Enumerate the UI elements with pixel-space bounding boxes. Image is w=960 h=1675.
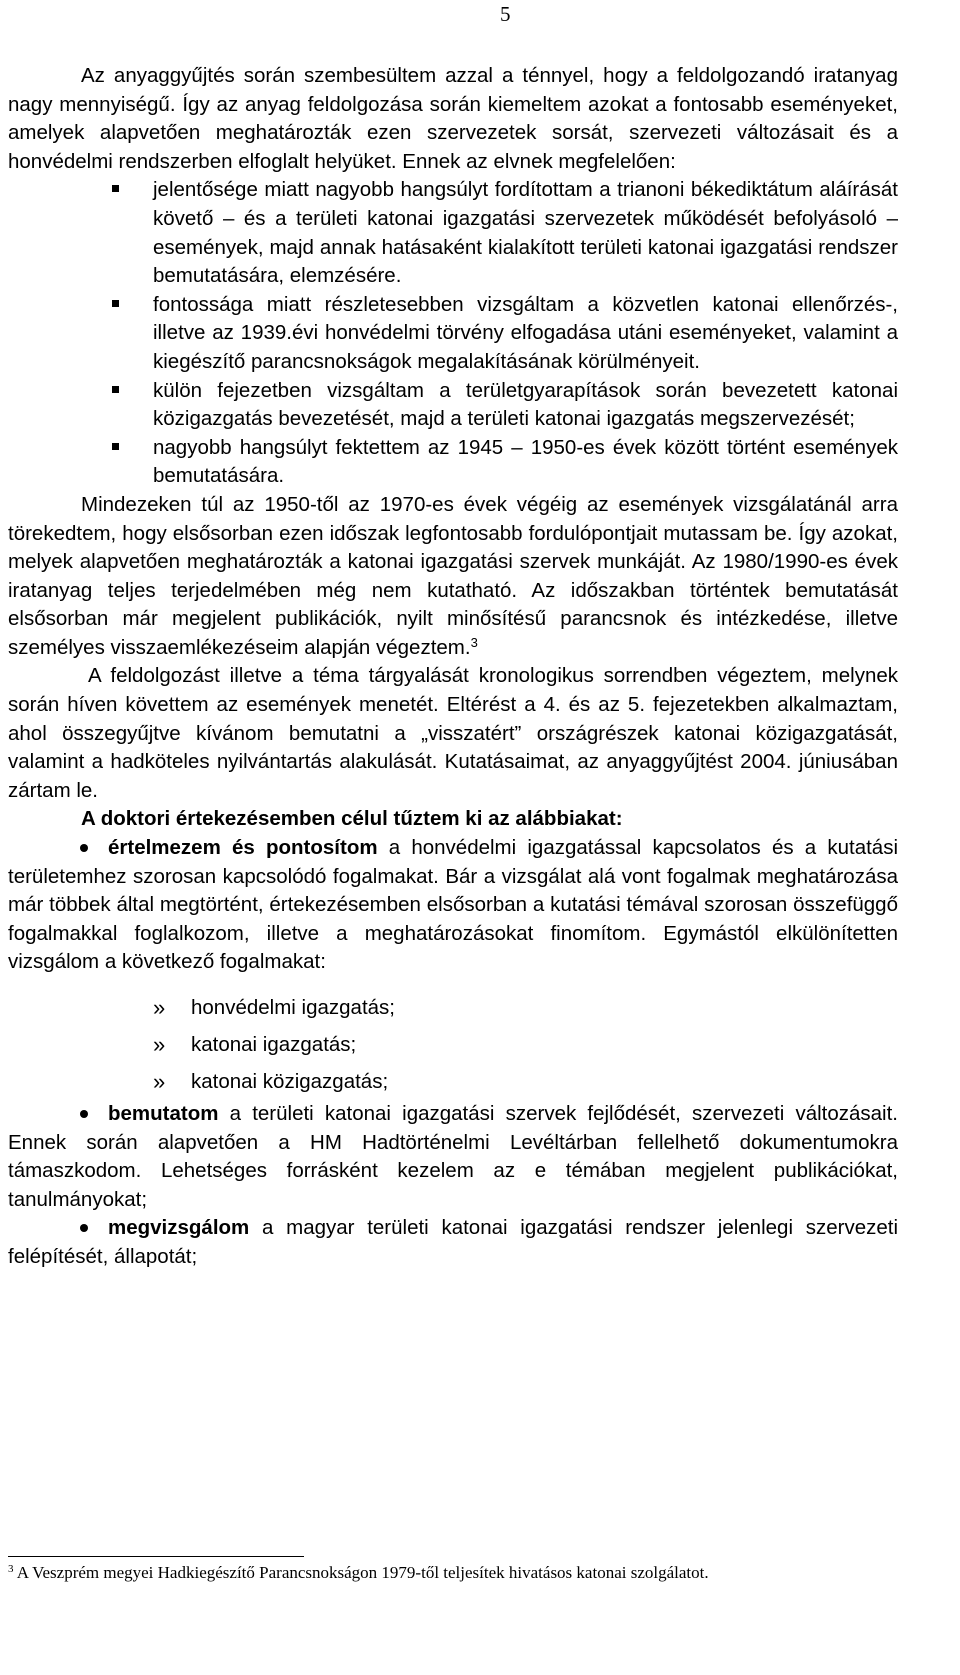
chevron-right-icon: » <box>153 995 166 1020</box>
goals-heading: A doktori értekezésemben célul tűztem ki az alábbiakat: <box>81 807 623 831</box>
paragraph-method: A feldolgozást illetve a téma tárgyalását kronologikus sorrendben végeztem, melynek során híven követtem az események menetét. Eltérést a 4. és az 5. fejezetekben alkalmaztam, ahol összegyűjtve kívánom bemutatni a „visszatért” országrészek katonai közigazgatását, valamint a hadköteles nyilvántartás alakulását. Kutatásaimat, az anyaggyűjtést 2004. júniusában zártam le. <box>8 664 898 802</box>
goal-bold: megvizsgálom <box>108 1216 250 1240</box>
term-item <box>8 989 898 1026</box>
goal-text: a honvédelmi igazgatással kapcsolatos és a kutatási területemhez szorosan kapcsolódó fogalmakat. Bár a vizsgálat alá vont fogalmak meghatározása már többek által megtörtént, értekezésemben elsősorban a kutatási témával szorosan összefüggő fogalmakkal foglalkozom, illetve a meghatározásokat finomítom. Egymástól elkülönítetten vizsgálom a következő fogalmakat: <box>8 836 899 974</box>
bullet-dot-icon <box>80 1224 88 1232</box>
term-item <box>8 1063 898 1100</box>
term-item <box>8 1026 898 1063</box>
goal-bold: bemutatom <box>108 1102 219 1125</box>
goal-bold: értelmezem és pontosítom <box>108 836 378 860</box>
footnote-reference[interactable]: 3 <box>470 634 478 650</box>
page-number: 5 <box>500 2 511 26</box>
term-label: katonai közigazgatás; <box>191 1070 389 1093</box>
list-item: fontossága miatt részletesebben vizsgáltam a közvetlen katonai ellenőrzés-, illetve az 1939.évi honvédelmi törvény elfogadása utáni eseményeket, valamint a kiegészítő parancsnokságok megalakításának körülményeit. <box>8 291 898 377</box>
footnote-text: A Veszprém megyei Hadkiegészítő Parancsnokságon 1979-től teljesítek hivatásos katonai szolgálatot. <box>13 1563 709 1582</box>
goal-item <box>8 1100 898 1214</box>
document-body <box>8 62 898 1272</box>
bullet-dot-icon <box>80 844 88 852</box>
term-list <box>8 989 898 1100</box>
goal-item <box>8 1214 898 1271</box>
list-item: jelentősége miatt nagyobb hangsúlyt fordítottam a trianoni békediktátum aláírását követő – és a területi katonai igazgatási szervezetek működését befolyásoló – események, majd annak hatásaként kialakított területi katonai igazgatási rendszer bemutatására, elemzésére. <box>8 176 898 290</box>
goal-item <box>8 834 898 977</box>
footnote-divider <box>8 1556 304 1557</box>
paragraph-text: Mindezeken túl az 1950-től az 1970-es évek végéig az események vizsgálatánál arra törekedtem, hogy elsősorban ezen időszak legfontosabb fordulópontjait mutassam be. Így azokat, melyek alapvetően meghatározták a katonai igazgatási szervek munkáját. Az 1980/1990-es évek iratanyag teljes terjedelmében még nem kutatható. Az időszakban történtek bemutatását elsősorban már megjelent publikációk, nyilt minősítésű parancsnok és intézkedése, illetve személyes visszaemlékezéseim alapján végeztem. <box>8 492 898 659</box>
term-label: honvédelmi igazgatás; <box>191 996 395 1019</box>
list-item: nagyobb hangsúlyt fektettem az 1945 – 1950-es évek között történt események bemutatására. <box>8 434 898 491</box>
goal-text: a magyar területi katonai igazgatási rendszer jelenlegi szervezeti felépítését, állapotát; <box>8 1216 898 1268</box>
intro-paragraph: Az anyaggyűjtés során szembesültem azzal a ténnyel, hogy a feldolgozandó iratanyag nagy mennyiségű. Így az anyag feldolgozása során kiemeltem azokat a fontosabb eseményeket, amelyek alapvetően meghatározták ezen szervezetek sorsát, szervezeti változásait és a honvédelmi rendszerben elfoglalt helyüket. Ennek az elvnek megfelelően: <box>8 64 898 173</box>
list-item: külön fejezetben vizsgáltam a területgyarapítások során bevezetett katonai közigazgatás bevezetését, majd a területi katonai igazgatás megszervezését; <box>8 377 898 434</box>
paragraph-timeframe <box>8 491 898 663</box>
term-label: katonai igazgatás; <box>191 1033 357 1056</box>
footnote <box>8 1562 908 1584</box>
footnote-number: 3 <box>8 1563 14 1575</box>
goal-text: a területi katonai igazgatási szervek fejlődését, szervezeti változásait. Ennek során alapvetően a HM Hadtörténelmi Levéltárban fellelhető dokumentumokra támaszkodom. Lehetséges forrásként kezelem az e témában megjelent publikációkat, tanulmányokat; <box>8 1102 898 1211</box>
square-bullet-list <box>8 176 898 491</box>
bullet-dot-icon <box>80 1110 88 1118</box>
chevron-right-icon: » <box>153 1032 166 1057</box>
chevron-right-icon: » <box>153 1069 166 1094</box>
